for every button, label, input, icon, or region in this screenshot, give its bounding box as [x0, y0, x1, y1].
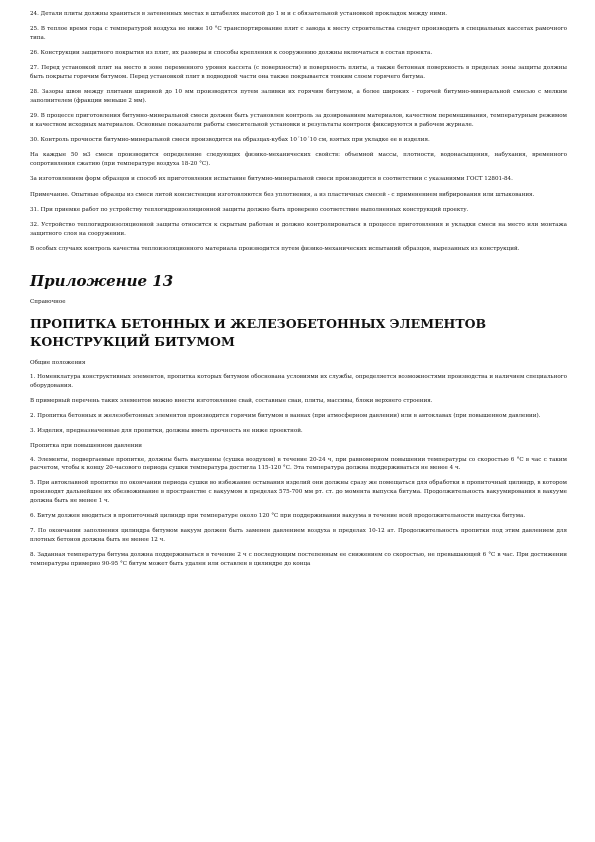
paragraph: 26. Конструкции защитного покрытия из плит, их размеры и способы крепления к сооружению должны включаться в состав проекта.	[30, 50, 433, 57]
paragraph: 3. Изделия, предназначенные для пропитки, должны иметь прочность не ниже проектной.	[30, 428, 303, 435]
elevated-paragraphs	[30, 456, 567, 569]
document-page	[30, 10, 567, 575]
elevated-heading: Пропитка при повышенном давлении	[30, 442, 142, 449]
general-heading: Общие положения	[30, 359, 86, 366]
paragraph: 4. Элементы, подвергаемые пропитке, должны быть высушены (сушка воздухом) в течение 20-24 ч, при равномерном повышении температуры со скоростью 6 °С в час с таким расчетом, чтобы к концу 20-часового периода сушки температура достигла 115-120 °С. Эта температура должна поддерживаться не менее 4 ч.	[30, 456, 567, 472]
paragraph: Примечание. Опытные образцы из смеси литой консистенции изготовляются без уплотнения, а из пластичных смесей - с применением вибрирования или штыкования.	[30, 191, 535, 198]
paragraph: 32. Устройство теплогидроизоляционной защиты относится к скрытым работам и должно контролироваться в процессе приготовления и укладки смеси на место или монтажа защитного слоя на сооружении.	[30, 222, 567, 237]
paragraph: 28. Зазоры швов между плитами шириной до 10 мм производятся путем заливки их горячим битумом, а более широких - горячей битумно-минеральной смесью с мелким заполнителем (фракции меньше 2 мм).	[30, 89, 567, 104]
paragraph: 24. Детали плиты должны храниться в затененных местах в штабелях высотой до 1 м и с обязательной установкой прокладок между ними.	[30, 11, 447, 17]
general-paragraphs	[30, 373, 567, 436]
main-title: ПРОПИТКА БЕТОННЫХ И ЖЕЛЕЗОБЕТОННЫХ ЭЛЕМЕНТОВ КОНСТРУКЦИЙ БИТУМОМ	[30, 315, 487, 349]
paragraph: 27. Перед установкой плит на место в зоне переменного уровня кассета (с поверхности) и поверхность плиты, а также бетонная поверхность в пределах зоны защиты должны быть покрыты горячим битумом. Перед установкой плит в подводной части она также покрывается тонким слоем горячего битума.	[30, 65, 567, 81]
paragraph: В особых случаях контроль качества теплоизоляционного материала производится путем физико-механических испытаний образцов, вырезанных из конструкций.	[30, 245, 520, 252]
paragraph: 7. По окончании заполнения цилиндра битумом вакуум должен быть заменен давлением воздуха в пределах 10-12 ат. Продолжительность пропитки под этим давлением для плотных бетонов должна быть не менее 12 ч.	[30, 528, 567, 543]
paragraph: В примерный перечень таких элементов можно внести изготовление свай, составные сваи, плиты, массивы, блоки верхнего строения.	[30, 397, 433, 404]
paragraph: За изготовлением форм образцов и способ их приготовления испытание битумно-минеральной смеси производится в соответствии с указаниями ГОСТ 12801-84.	[30, 176, 513, 183]
paragraph: 30. Контроль прочности битумно-минеральной смеси производится на образцах-кубах 10´10´10 см, взятых при укладке ее в изделия.	[30, 137, 430, 144]
paragraph: 25. В теплое время года с температурой воздуха не ниже 10 °С транспортирование плит с завода к месту строительства следует производить в специальных кассетах рамочного типа.	[30, 26, 567, 41]
paragraph: 29. В процессе приготовления битумно-минеральной смеси должен быть установлен контроль за дозированием материалов, качеством перемешивания, температурным режимом и качеством исходных материалов. Основные показатели работы смесительной установки и результаты контроля фиксируются в рабочем журнале.	[30, 113, 567, 128]
appendix-title: Приложение 13	[30, 271, 174, 290]
top-paragraphs	[30, 10, 567, 254]
paragraph: 31. При приемке работ по устройству теплогидроизоляционной защиты должно быть проверено соответствие выполненных конструкций проекту.	[30, 206, 469, 213]
paragraph: 5. При автоклавной пропитке по окончании периода сушки во избежание остывания изделий они должны сразу же помещаться для обработки в пропиточный цилиндр, в котором производят дальнейшее их обезвоживание в пространстве с вакуумом в пределах 575-700 мм рт. ст. до момента выпуска битума. Продолжительность вакуумирования в вакууме должна быть не менее 1 ч.	[30, 480, 567, 504]
paragraph: 2. Пропитка бетонных и железобетонных элементов производится горячим битумом в ваннах (при атмосферном давлении) или в автоклавах (при повышенном давлении).	[30, 413, 541, 419]
paragraph: На каждые 50 м3 смеси производится определение следующих физико-механических свойств: объемной массы, плотности, водонасыщения, набухания, временного сопротивления сжатию (при температуре воздуха 18-20 °С).	[30, 152, 567, 168]
paragraph: 6. Битум должен вводиться в пропиточный цилиндр при температуре около 120 °С при поддерживании вакуума в течение всей продолжительности выпуска битума.	[30, 512, 526, 519]
paragraph: 8. Заданная температура битума должна поддерживаться в течение 2 ч с последующим постепенным ее снижением со скоростью, не превышающей 6 °С в час. При достижении температуры примерно 90-95 °С битум может быть удален или оставлен в цилиндре до конца	[30, 552, 567, 567]
appendix-label: Справочное	[30, 298, 66, 305]
paragraph: 1. Номенклатура конструктивных элементов, пропитка которых битумом обоснована условиями их службы, определяется возможностями производства и наличием специального оборудования.	[30, 373, 567, 389]
